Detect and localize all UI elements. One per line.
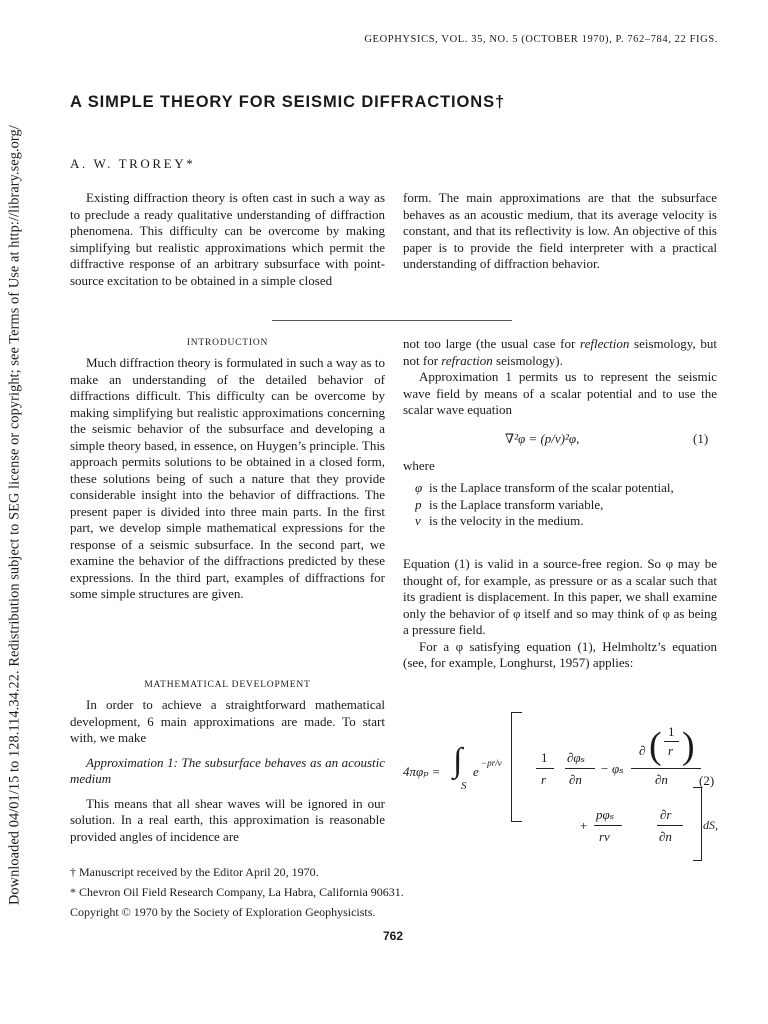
- eq2-paren-left: (: [649, 725, 662, 767]
- eq2-left-bracket: [511, 712, 522, 822]
- download-notice: Downloaded 04/01/15 to 128.114.34.22. Redistribution subject to SEG license or copyright; see Terms of Use at http://library.seg.org/: [6, 125, 23, 905]
- where-label: [403, 458, 717, 475]
- eq2-rv: rv: [599, 829, 610, 844]
- right-column-top: [403, 336, 717, 419]
- definition-row: [415, 497, 717, 514]
- definition-symbol: v: [415, 513, 421, 528]
- abstract-left-text: Existing diffraction theory is often cast in such a way as to preclude a ready qualitative understanding of diffraction phenomena. This difficulty can be overcome by making simplifying but realistic approximations which permit the diffractive response of an arbitrary subsurface with point-source excitation to be obtained in a simple closed: [70, 190, 385, 288]
- abstract-right: [403, 190, 717, 273]
- section-divider: [272, 320, 512, 321]
- definition-symbol: φ: [415, 480, 423, 495]
- definition-symbol: p: [415, 496, 422, 512]
- p1-part-a: not too large (the usual case for: [403, 336, 581, 351]
- eq2-fraction-bar-4: [631, 768, 701, 769]
- eq2-r: r: [541, 772, 547, 787]
- eq2-right-bracket: [693, 787, 702, 861]
- eq2-fraction-bar-2: [565, 768, 595, 769]
- definition-row: [415, 513, 717, 530]
- equation-1-number: (1): [693, 431, 709, 446]
- definition-row: [415, 480, 717, 497]
- eq2-fraction-bar-1: [536, 768, 554, 769]
- definition-list: [415, 480, 717, 530]
- abstract-left: [70, 190, 385, 289]
- definition-text: is the velocity in the medium.: [429, 513, 584, 528]
- eq2-paren-right: ): [682, 725, 695, 767]
- eq2-lhs: 4πφₚ =: [403, 764, 441, 779]
- eq2-dn-2: ∂n: [655, 772, 668, 787]
- eq2-dphi: ∂φₛ: [567, 750, 585, 765]
- definition-text: is the Laplace transform variable,: [429, 496, 604, 512]
- abstract-right-text: form. The main approximations are that the subsurface behaves as an acoustic medium, that its average velocity is constant, and that its reflectivity is low. An objective of this paper is to provide the field interpreter with a practical understanding of diffraction behavior.: [403, 190, 717, 271]
- approximation-1-label: Approximation 1: The subsurface behaves as an acoustic medium: [70, 754, 385, 786]
- eq2-plus: +: [580, 818, 588, 833]
- footnote-manuscript: † Manuscript received by the Editor April 20, 1970.: [70, 865, 319, 879]
- eq2-dn: ∂n: [569, 772, 582, 787]
- right-paragraph-4: For a φ satisfying equation (1), Helmholtz’s equation (see, for example, Longhurst, 1957) applies:: [403, 638, 717, 670]
- eq2-dn-3: ∂n: [659, 829, 672, 844]
- eq2-integral: ∫: [453, 742, 463, 779]
- eq2-minus-phi: − φₛ: [600, 761, 624, 776]
- p1-part-c: seismology).: [492, 352, 563, 368]
- intro-paragraph: Much diffraction theory is formulated in such a way as to make an understanding of the detailed behavior of diffractions difficult. This difficulty can be overcome by making simplifying but realistic approximations concerning the seismic behavior of the subsurface and developing a simple theory based, in essence, on Huygen’s principle. This approach permits solutions to be obtained in a closed form, these solutions being of such a nature that they provide considerable insight into the behavior of diffractions. The present paper is divided into three main parts. In the first part, we develop simple mathematical expressions for the response of a seismic subsurface. In the second part, we examine the behavior of the diffractions predicted by these expressions. In the third part, examples of diffractions for some simple structures are given.: [70, 355, 385, 601]
- p1-reflection: reflection: [580, 336, 630, 351]
- p1-part-b: seismology, but not for: [403, 336, 717, 368]
- math-paragraph-1: In order to achieve a straightforward mathematical development, 6 main approximations are made. To start with, we make: [70, 697, 385, 745]
- eq2-ds: dS,: [703, 818, 718, 832]
- eq2-exp-sup: −pr/v: [481, 758, 502, 768]
- page-number: 762: [383, 929, 404, 943]
- eq2-partial: ∂: [639, 743, 646, 758]
- equation-1: ∇²φ = (p/v)²φ,: [505, 431, 580, 446]
- equation-2-number: (2): [699, 773, 715, 788]
- math-paragraph-2: This means that all shear waves will be ignored in our solution. In a real earth, this approximation is reasonable provided angles of incidence are: [70, 795, 385, 844]
- eq2-one-r-den: r: [668, 743, 674, 758]
- eq2-fraction-bar-5: [594, 825, 622, 826]
- right-paragraph-1: [403, 336, 717, 369]
- running-head: GEOPHYSICS, VOL. 35, NO. 5 (OCTOBER 1970), P. 762–784, 22 FIGS.: [364, 34, 718, 45]
- eq2-pphi: pφₛ: [596, 807, 615, 822]
- footnote-copyright: Copyright © 1970 by the Society of Exploration Geophysicists.: [70, 905, 376, 919]
- intro-body: [70, 355, 385, 603]
- where-text: where: [403, 458, 435, 473]
- eq2-one-r-num: 1: [668, 724, 675, 739]
- equation-2: [403, 712, 717, 862]
- article-title: A SIMPLE THEORY FOR SEISMIC DIFFRACTIONS†: [70, 93, 506, 111]
- eq2-one: 1: [541, 750, 548, 765]
- p1-refraction: refraction: [441, 352, 493, 368]
- right-paragraph-3: Equation (1) is valid in a source-free region. So φ may be thought of, for example, as pressure or as a scalar such that its gradient is displacement. In this paper, we shall examine only the behavior of φ itself and so may think of φ as being a pressure field.: [403, 556, 717, 637]
- intro-heading: INTRODUCTION: [186, 338, 269, 348]
- math-heading: MATHEMATICAL DEVELOPMENT: [144, 680, 311, 690]
- eq2-exp-base: e: [473, 764, 479, 779]
- definition-text: is the Laplace transform of the scalar potential,: [429, 480, 674, 495]
- right-paragraph-2: Approximation 1 permits us to represent the seismic wave field by means of a scalar potential and to use the scalar wave equation: [403, 369, 717, 417]
- eq2-fraction-bar-6: [657, 825, 683, 826]
- author-name: A. W. TROREY*: [70, 156, 196, 171]
- math-body: [70, 697, 385, 845]
- eq2-fraction-bar-3: [664, 741, 679, 742]
- right-column-middle: [403, 556, 717, 672]
- eq2-sub-s: S: [461, 780, 467, 792]
- eq2-dr: ∂r: [660, 807, 672, 822]
- footnote-affiliation: * Chevron Oil Field Research Company, La Habra, California 90631.: [70, 885, 404, 899]
